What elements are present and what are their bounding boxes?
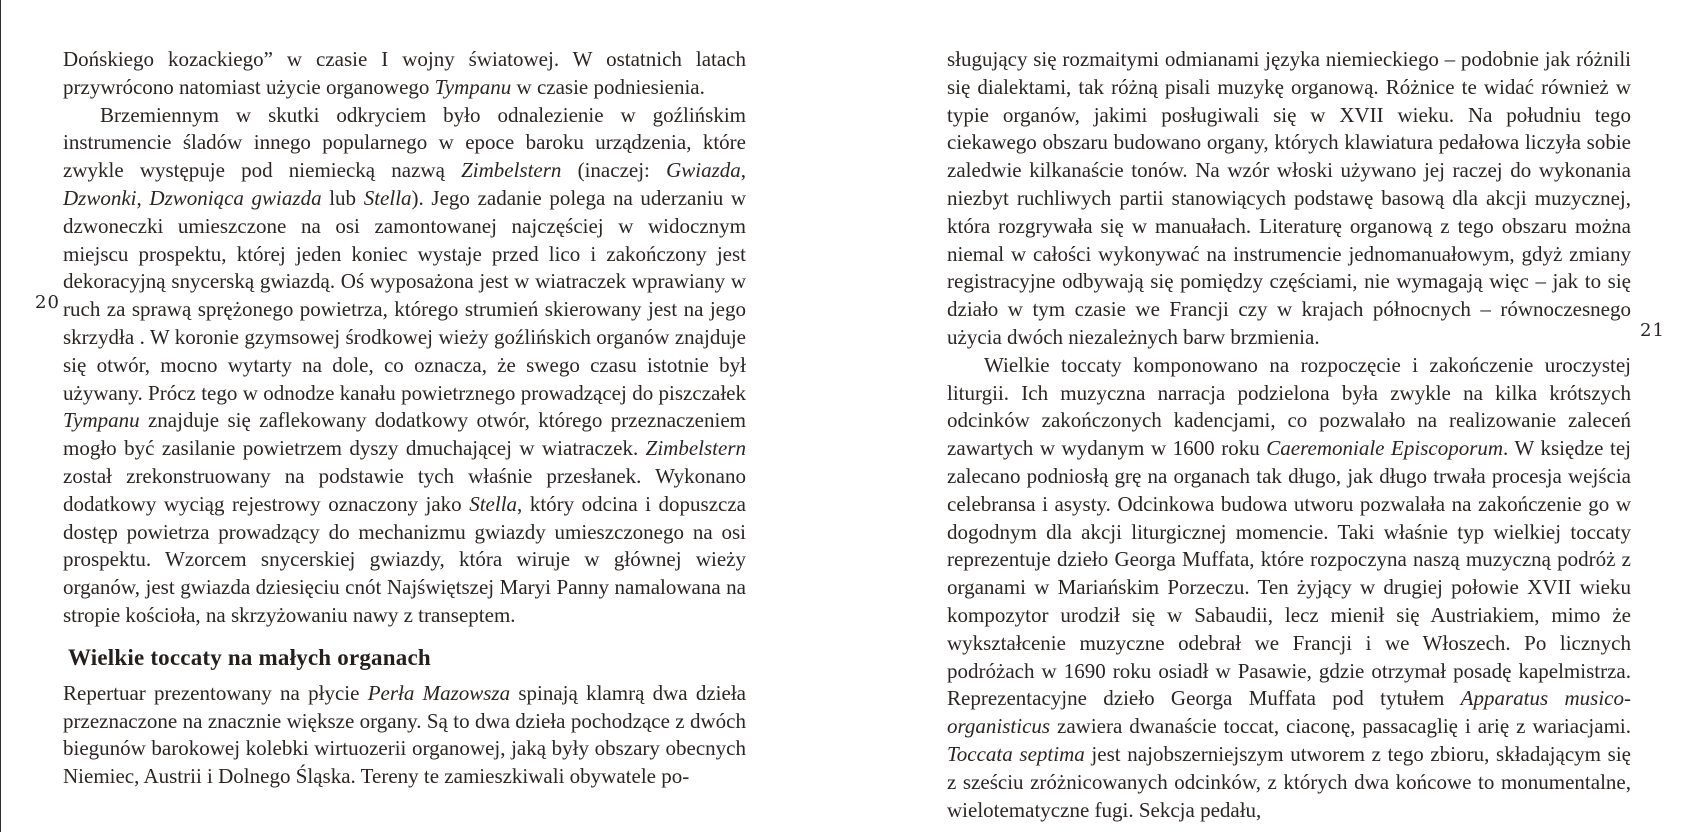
text-run: . W księdze tej zalecano podniosłą grę na organach tak długo, jak długo trwała procesja wejścia celebransa i asysty. Odcinkowa budowa utworu pozwalała na zakończenie go w dogodnym dla akcji liturgicznej momencie. Taki właśnie typ wielkiej toccaty reprezentuje dzieło Georga Muffata, które rozpoczyna naszą muzyczną podróż z organami w Mariańskim Porzeczu. Ten żyjący w drugiej połowie XVII wieku kompozytor urodził się w Sabaudii, lecz mienił się Austriakiem, mimo że wykształcenie muzyczne odebrał we Francji i we Włoszech. Po licznych podróżach w 1690 roku osiadł w Pasawie, gdzie otrzymał posadę kapelmistrza. Reprezentacyjne dzieło Georga Muffata pod tytułem [947, 436, 1631, 711]
right-page-text [947, 46, 1631, 824]
text-run: (inaczej: [561, 158, 667, 183]
text-run: Repertuar prezentowany na płycie [63, 680, 368, 705]
italic-text-run: Zimbelstern [461, 158, 562, 183]
text-run: zawiera dwanaście toccat, ciaconę, passacaglię i arię z wariacjami. [1050, 714, 1631, 739]
paragraph [947, 352, 1631, 825]
text-run: , [136, 185, 150, 210]
paragraph [63, 680, 746, 791]
italic-text-run: Perła Mazowsza [367, 680, 511, 705]
text-run: jest najobszerniejszym utworem z tego zbioru, składającym się z sześciu zróżnicowanych odcinków, z których dwa końcowe to monumentalne, wielotematyczne fugi. Sekcja pedału, [947, 741, 1631, 822]
scan-edge-line [0, 0, 1, 832]
italic-text-run: Tympanu [63, 408, 140, 433]
text-run: , który odcina i dopuszcza dostęp powietrza prowadzący do mechanizmu gwiazdy umieszczonego na osi prospektu. Wzorcem snycerskiej gwiazdy, która wiruje w głównej wieży organów, jest gwiazda dziesięciu cnót Najświętszej Maryi Panny namalowana na stropie kościoła, na skrzyżowaniu nawy z transeptem. [63, 491, 746, 627]
page-number-right: 21 [1640, 320, 1665, 341]
text-run: , [740, 158, 746, 183]
paragraph [63, 46, 746, 102]
italic-text-run: Gwiazda [666, 158, 741, 183]
text-run: znajduje się zaflekowany dodatkowy otwór, którego przeznaczeniem mogło być zasilanie powietrzem dyszy dmuchającej w wiatraczek. [63, 408, 746, 461]
italic-text-run: Stella [363, 185, 412, 210]
text-run: Brzemiennym w skutki odkryciem było odnalezienie w goźlińskim instrumencie śladów innego popularnego w epoce baroku urządzenia, które zwykle występuje pod niemiecką nazwą [63, 102, 746, 183]
left-page-text [63, 46, 746, 791]
text-run: spinają klamrą dwa dzieła przeznaczone na znacznie większe organy. Są to dwa dzieła pochodzące z dwóch biegunów barokowej kolebki wirtuozerii organowej, jaką były obszary obecnych Niemiec, Austrii i Dolnego Śląska. Tereny te zamieszkiwali obywatele po- [63, 680, 746, 789]
text-run: Wielkie toccaty komponowano na rozpoczęcie i zakończenie uroczystej liturgii. Ich muzyczna narracja podzielona była zwykle na kilka krótszych odcinków zakończonych kadencjami, co pozwalało na realizowanie zaleceń zawartych w wydanym w 1600 roku [947, 352, 1631, 461]
italic-text-run: Toccata septima [947, 741, 1085, 766]
text-run: sługujący się rozmaitymi odmianami języka niemieckiego – podobnie jak różnili się dialektami, tak różną pisali muzykę organową. Różnice te widać również w typie organów, jakimi posługiwali się w XVII wieku. Na południu tego ciekawego obszaru budowano organy, których klawiatura pedałowa liczyła sobie zaledwie kilkanaście tonów. Na wzór włoski używano jej raczej do wykonania niezbyt ruchliwych partii stanowiących podstawę basową dla akcji muzycznej, która rozgrywała się w manuałach. Literaturę organową z tego obszaru można niemal w całości wykonywać na instrumencie jednomanuałowym, gdyż zmiany registracyjne odbywają się pomiędzy częściami, nie wymagają więc – jak to się działo w tym czasie we Francji czy w krajach północnych – równoczesnego użycia dwóch niezależnych barw brzmienia. [947, 47, 1631, 349]
text-run: lub [321, 185, 364, 210]
italic-text-run: Stella [469, 491, 518, 516]
section-heading: Wielkie toccaty na małych organach [68, 644, 431, 670]
paragraph [63, 102, 746, 630]
text-run: ). Jego zadanie polega na uderzaniu w dzwoneczki umieszczone na osi zamontowanej najczęściej w widocznym miejscu prospektu, której jeden koniec wystaje przed lico i zakończony jest dekoracyjną snycerską gwiazdą. Oś wyposażona jest w wiatraczek wprawiany w ruch za sprawą sprężonego powietrza, którego strumień skierowany jest na jego skrzydła . W koronie gzymsowej środkowej wieży goźlińskich organów znajduje się otwór, mocno wytarty na dole, co oznacza, że swego czasu istotnie był używany. Prócz tego w odnodze kanału powietrznego prowadzącej do piszczałek [63, 185, 747, 405]
italic-text-run: Tympanu [434, 74, 512, 99]
italic-text-run: Caeremoniale Episcoporum [1266, 436, 1504, 461]
text-run: Dońskiego kozackiego” w czasie I wojny światowej. W ostatnich latach przywrócono natomiast użycie organowego [63, 47, 746, 99]
italic-text-run: Zimbelstern [645, 436, 746, 461]
paragraph [947, 46, 1631, 352]
text-run: został zrekonstruowany na podstawie tych właśnie przesłanek. Wykonano dodatkowy wyciąg rejestrowy oznaczony jako [63, 463, 746, 516]
page-number-left: 20 [35, 292, 60, 313]
italic-text-run: Dzwonki [63, 185, 137, 210]
text-run: w czasie podniesienia. [511, 74, 705, 99]
italic-text-run: Dzwoniąca gwiazda [149, 185, 322, 210]
italic-text-run: Apparatus musico-organisticus [947, 686, 1631, 739]
